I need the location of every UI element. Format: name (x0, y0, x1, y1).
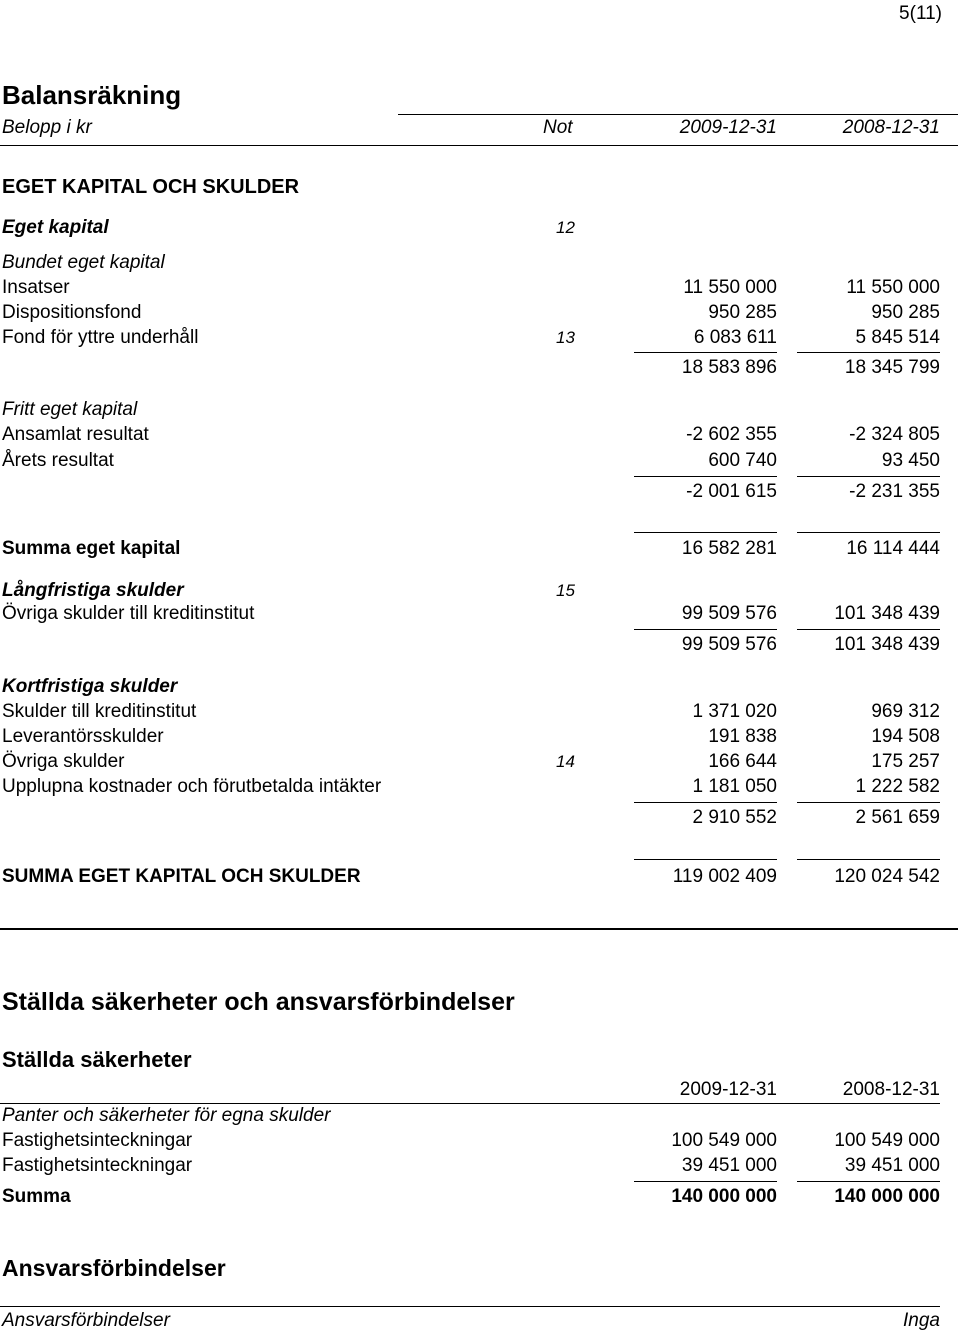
subtotal-rule (634, 802, 777, 803)
subtotal-2009: -2 001 615 (686, 481, 777, 502)
value-2008: 100 549 000 (834, 1130, 940, 1151)
total-rule (634, 532, 777, 533)
value-2008: -2 324 805 (849, 424, 940, 445)
subtotal-rule (797, 802, 940, 803)
value-2009: 39 451 000 (681, 1155, 777, 1176)
value-2008: 950 285 (871, 302, 940, 323)
eget-kapital-heading: Eget kapital (2, 217, 109, 238)
note-reference: 13 (556, 328, 575, 347)
total-2009: 140 000 000 (671, 1186, 777, 1207)
row-label: Summa eget kapital (2, 538, 181, 559)
value-2009: 6 083 611 (693, 327, 777, 348)
total-rule (634, 1181, 777, 1182)
subtotal-rule (797, 352, 940, 353)
subtotal-rule (634, 352, 777, 353)
page-title: Balansräkning (2, 80, 182, 110)
row-label: Dispositionsfond (2, 302, 142, 323)
note-reference: 14 (556, 752, 575, 771)
header-rule (0, 1103, 940, 1104)
value-2009: 99 509 576 (681, 603, 777, 624)
value-2008: 175 257 (871, 751, 940, 772)
row-label: SUMMA EGET KAPITAL OCH SKULDER (2, 866, 361, 887)
row-label: Årets resultat (2, 450, 114, 471)
value-2009: 166 644 (708, 751, 777, 772)
subtotal-2008: 101 348 439 (834, 634, 940, 655)
value-2008: 93 450 (881, 450, 940, 471)
subtotal-rule (634, 629, 777, 630)
kortfristiga-heading: Kortfristiga skulder (2, 676, 178, 697)
value-2009: 1 371 020 (692, 701, 777, 722)
row-label: Leverantörsskulder (2, 726, 164, 747)
note-reference: 15 (556, 581, 575, 600)
row-value: Inga (903, 1310, 940, 1331)
header-top-rule (398, 114, 958, 115)
value-2009: 950 285 (708, 302, 777, 323)
subtotal-rule (797, 476, 940, 477)
column-label-2009: 2009-12-31 (679, 1079, 777, 1100)
row-label: Skulder till kreditinstitut (2, 701, 197, 722)
column-label-2009: 2009-12-31 (679, 117, 777, 138)
value-2009: 1 181 050 (692, 776, 777, 797)
subtotal-2009: 2 910 552 (692, 807, 777, 828)
pledged-title: Ställda säkerheter och ansvarsförbindelser (2, 988, 515, 1016)
value-2009: 11 550 000 (683, 277, 777, 298)
value-2008: 969 312 (871, 701, 940, 722)
value-2008: 101 348 439 (834, 603, 940, 624)
total-2009: 16 582 281 (681, 538, 777, 559)
page-number: 5(11) (899, 3, 942, 24)
header-rule (0, 1306, 940, 1307)
total-rule (634, 859, 777, 860)
value-2008: 11 550 000 (846, 277, 940, 298)
subtotal-2009: 18 583 896 (681, 357, 777, 378)
value-2009: 600 740 (708, 450, 777, 471)
subtotal-rule (634, 476, 777, 477)
column-label-2008: 2008-12-31 (842, 1079, 940, 1100)
column-label-amount: Belopp i kr (2, 117, 92, 138)
column-label-note: Not (543, 117, 573, 138)
section-divider (0, 928, 958, 930)
row-label: Fastighetsinteckningar (2, 1155, 193, 1176)
note-reference: 12 (556, 218, 575, 237)
value-2008: 194 508 (871, 726, 940, 747)
row-label: Summa (2, 1186, 71, 1207)
row-label: Ansamlat resultat (2, 424, 149, 445)
value-2008: 1 222 582 (855, 776, 940, 797)
row-label: Upplupna kostnader och förutbetalda intäkter (2, 776, 382, 797)
subtotal-2009: 99 509 576 (681, 634, 777, 655)
fritt-heading: Fritt eget kapital (2, 399, 138, 420)
subtotal-rule (797, 629, 940, 630)
total-rule (797, 532, 940, 533)
value-2009: -2 602 355 (686, 424, 777, 445)
total-2009: 119 002 409 (672, 866, 777, 887)
row-label: Ansvarsförbindelser (2, 1310, 170, 1331)
total-2008: 16 114 444 (846, 538, 940, 559)
pledged-group-label: Panter och säkerheter för egna skulder (2, 1105, 331, 1126)
value-2009: 100 549 000 (671, 1130, 777, 1151)
pledged-subtitle: Ställda säkerheter (2, 1047, 192, 1072)
total-2008: 140 000 000 (834, 1186, 940, 1207)
subtotal-2008: 2 561 659 (855, 807, 940, 828)
langfristiga-heading: Långfristiga skulder (2, 580, 184, 601)
section-title: EGET KAPITAL OCH SKULDER (2, 176, 300, 198)
subtotal-2008: 18 345 799 (844, 357, 940, 378)
total-rule (797, 1181, 940, 1182)
total-rule (797, 859, 940, 860)
value-2008: 5 845 514 (855, 327, 940, 348)
row-label: Insatser (2, 277, 70, 298)
contingent-title: Ansvarsförbindelser (2, 1255, 226, 1281)
total-2008: 120 024 542 (834, 866, 940, 887)
row-label: Övriga skulder till kreditinstitut (2, 603, 255, 624)
value-2009: 191 838 (708, 726, 777, 747)
bundet-heading: Bundet eget kapital (2, 252, 165, 273)
subtotal-2008: -2 231 355 (849, 481, 940, 502)
header-bottom-rule (0, 145, 958, 146)
row-label: Fastighetsinteckningar (2, 1130, 193, 1151)
row-label: Fond för yttre underhåll (2, 327, 199, 348)
column-label-2008: 2008-12-31 (842, 117, 940, 138)
row-label: Övriga skulder (2, 751, 125, 772)
value-2008: 39 451 000 (844, 1155, 940, 1176)
